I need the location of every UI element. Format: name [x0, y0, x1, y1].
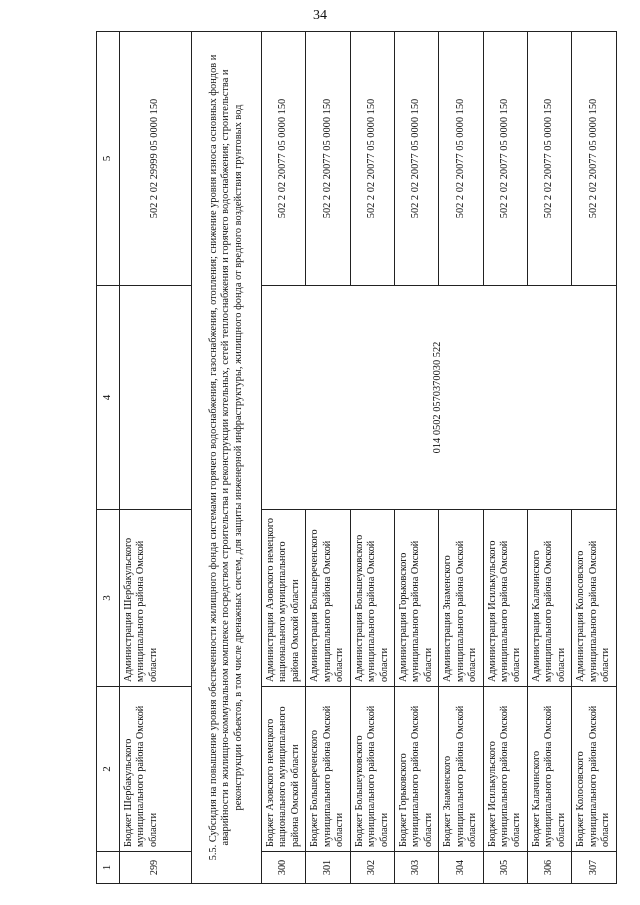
header-col-3: 3: [97, 510, 120, 687]
revenue-code: 502 2 02 20077 05 0000 150: [262, 32, 306, 286]
administrator-name: Администрация Шербакульского муниципального района Омской области: [120, 510, 192, 687]
budget-name: Бюджет Азовского немецкого национального муниципального района Омской области: [262, 687, 306, 852]
administrator-name: Администрация Калачинского муниципального района Омской области: [527, 510, 571, 687]
row-number: 304: [439, 852, 483, 884]
administrator-name: Администрация Горьковского муниципального района Омской области: [394, 510, 438, 687]
page-number: 34: [313, 8, 327, 23]
revenue-code: 502 2 02 20077 05 0000 150: [572, 32, 616, 286]
table-row: [120, 32, 192, 884]
row-number: 302: [350, 852, 394, 884]
header-col-2: 2: [97, 687, 120, 852]
classification-code: 014 0502 0570370030 522: [262, 286, 617, 510]
administrator-name: Администрация Знаменского муниципального района Омской области: [439, 510, 483, 687]
budget-name: Бюджет Знаменского муниципального района Омской области: [439, 687, 483, 852]
budget-table: [96, 31, 617, 884]
section-title: 5.5. Субсидия на повышение уровня обеспеченности жилищного фонда системами горячего водоснабжения, газоснабжения, отопления; снижение уровня износа основных фондов и аварийности в жилищно-коммунальном комплексе посредством строительства и реконструкции котельных, сетей теплоснабжения и горячего водоснабжения; строительства и реконструкции объектов, в том числе дренажных систем, для защиты инженерной инфраструктуры, жилищного фонда от вредного воздействия грунтовых вод: [192, 32, 262, 884]
administrator-name: Администрация Большеуковского муниципального района Омской области: [350, 510, 394, 687]
budget-name: Бюджет Горьковского муниципального района Омской области: [394, 687, 438, 852]
revenue-code: 502 2 02 20077 05 0000 150: [527, 32, 571, 286]
budget-name: Бюджет Большеуковского муниципального района Омской области: [350, 687, 394, 852]
budget-name: Бюджет Колосовского муниципального района Омской области: [572, 687, 616, 852]
administrator-name: Администрация Колосовского муниципального района Омской области: [572, 510, 616, 687]
rotated-table-container: [96, 32, 612, 884]
row-number: 306: [527, 852, 571, 884]
row-number: 299: [120, 852, 192, 884]
header-col-5: 5: [97, 32, 120, 286]
row-number: 305: [483, 852, 527, 884]
revenue-code: 502 2 02 20077 05 0000 150: [394, 32, 438, 286]
header-col-4: 4: [97, 286, 120, 510]
header-row: [97, 32, 120, 884]
table-row: [262, 32, 306, 884]
budget-name: Бюджет Большереченского муниципального района Омской области: [306, 687, 350, 852]
row-number: 303: [394, 852, 438, 884]
budget-name: Бюджет Калачинского муниципального района Омской области: [527, 687, 571, 852]
revenue-code: 502 2 02 20077 05 0000 150: [306, 32, 350, 286]
row-number: 301: [306, 852, 350, 884]
revenue-code: 502 2 02 20077 05 0000 150: [439, 32, 483, 286]
revenue-code: 502 2 02 29999 05 0000 150: [120, 32, 192, 286]
revenue-code: 502 2 02 20077 05 0000 150: [483, 32, 527, 286]
budget-name: Бюджет Исилькульского муниципального района Омской области: [483, 687, 527, 852]
revenue-code: 502 2 02 20077 05 0000 150: [350, 32, 394, 286]
administrator-name: Администрация Исилькульского муниципального района Омской области: [483, 510, 527, 687]
row-number: 300: [262, 852, 306, 884]
administrator-name: Администрация Большереченского муниципального района Омской области: [306, 510, 350, 687]
header-col-1: 1: [97, 852, 120, 884]
classification-code-empty: [120, 286, 192, 510]
budget-name: Бюджет Шербакульского муниципального района Омской области: [120, 687, 192, 852]
section-row: [192, 32, 262, 884]
administrator-name: Администрация Азовского немецкого национального муниципального района Омской области: [262, 510, 306, 687]
row-number: 307: [572, 852, 616, 884]
